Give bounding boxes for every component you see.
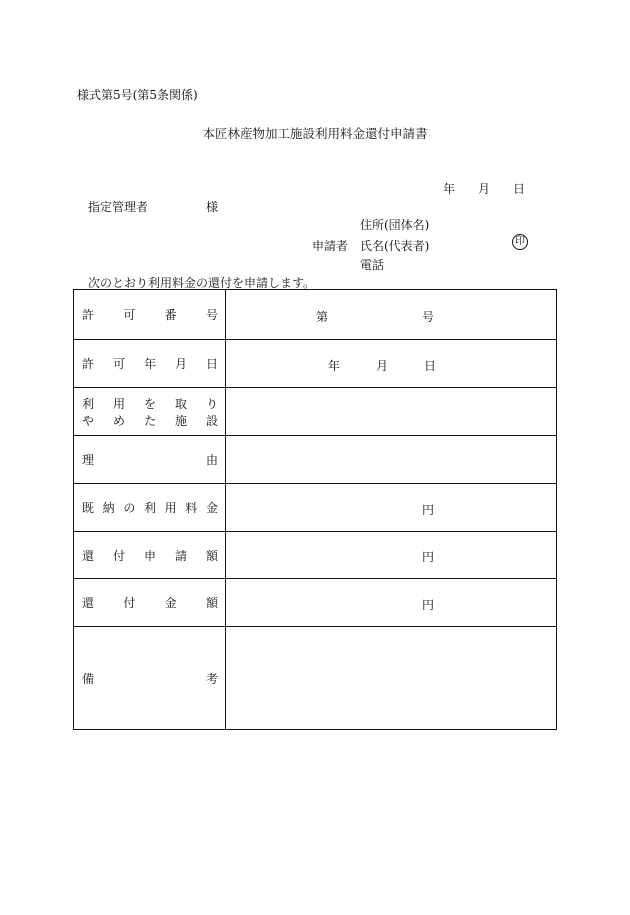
label-refund-amount: 還 付 金 額 (74, 579, 226, 627)
applicant-address-label: 住所(団体名) (360, 218, 430, 232)
paid-fee-unit: 円 (422, 502, 435, 517)
document-title: 本匠林産物加工施設利用料金還付申請書 (202, 126, 428, 141)
permit-number-suffix: 号 (422, 309, 435, 324)
row-remarks (74, 627, 557, 730)
row-paid-fee (74, 484, 557, 532)
permit-date-day: 日 (424, 358, 437, 373)
row-permit-number (74, 290, 557, 340)
value-remarks[interactable] (226, 627, 557, 730)
label-refund-requested: 還 付 申 請 額 (74, 532, 226, 579)
value-refund-amount[interactable] (226, 579, 557, 627)
value-reason[interactable] (226, 436, 557, 484)
applicant-name-label: 氏名(代表者) (360, 239, 430, 253)
row-reason (74, 436, 557, 484)
application-table (73, 289, 557, 730)
permit-date-month: 月 (376, 358, 389, 373)
date-year: 年 (443, 182, 456, 196)
applicant-role-label: 申請者 (312, 239, 349, 253)
addressee-honorific: 様 (206, 200, 219, 214)
addressee-name: 指定管理者 (88, 200, 149, 214)
date-month: 月 (478, 182, 491, 196)
refund-amount-unit: 円 (422, 597, 435, 612)
permit-number-prefix: 第 (316, 309, 329, 324)
row-facility (74, 388, 557, 436)
label-remarks: 備 考 (74, 627, 226, 730)
permit-date-year: 年 (328, 358, 341, 373)
label-reason: 理 由 (74, 436, 226, 484)
label-facility: 利 用 を 取 り や め た 施 設 (74, 388, 226, 436)
seal-icon: 印 (512, 234, 528, 250)
row-refund-requested (74, 532, 557, 579)
value-paid-fee[interactable] (226, 484, 557, 532)
refund-requested-unit: 円 (422, 550, 435, 564)
application-date (443, 180, 525, 197)
applicant-phone-label: 電話 (360, 258, 385, 272)
label-paid-fee: 既 納 の 利 用 料 金 (74, 484, 226, 532)
label-permit-number: 許 可 番 号 (74, 290, 226, 340)
date-day: 日 (513, 182, 526, 196)
intro-text: 次のとおり利用料金の還付を申請します。 (88, 276, 316, 290)
row-permit-date (74, 340, 557, 388)
addressee (88, 198, 219, 215)
value-refund-requested[interactable] (226, 532, 557, 579)
label-permit-date: 許 可 年 月 日 (74, 340, 226, 388)
form-number-label: 様式第5号(第5条関係) (77, 88, 198, 102)
value-permit-date[interactable] (226, 340, 557, 388)
value-permit-number[interactable] (226, 290, 557, 340)
value-facility[interactable] (226, 388, 557, 436)
row-refund-amount (74, 579, 557, 627)
